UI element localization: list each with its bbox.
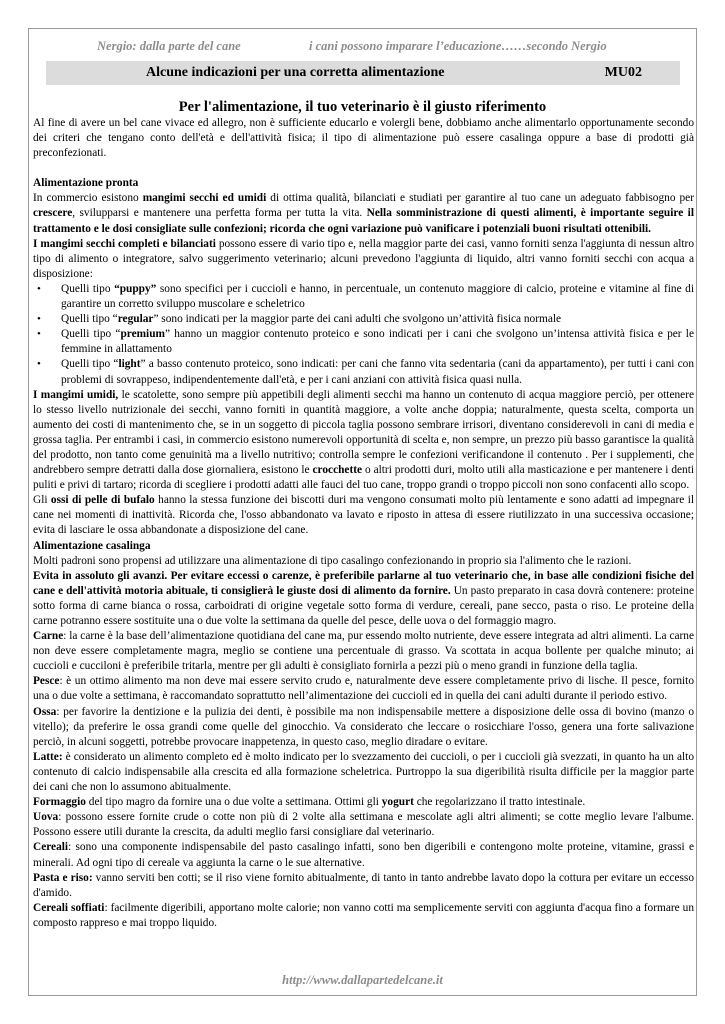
list-item: • Quelli tipo “regular” sono indicati per la maggior parte dei cani adulti che svolgono un’attività fisica normale [61,312,694,327]
header-right-text: i cani possono imparare l’educazione……secondo Nergio [309,39,607,53]
food-item-carne: Carne: la carne è la base dell’alimentazione quotidiana del cane ma, pur essendo molto nutriente, deve essere integrata ad altri alimenti. La carne non deve essere completamente magra, meglio se contiene una percentuale di grasso. Va scottata in acqua bollente per qualche minuto; ai cuccioli e cucciloni è preferibile tritarla, mentre per gli adulti è consigliato fornirla a pezzi più o meno grandi in funzione della taglia. [33,630,694,673]
list-item: • Quelli tipo “light” a basso contenuto proteico, sono indicati: per cani che fanno vita sedentaria (cani da appartamento), per tutti i cani con problemi di sovrappeso, indipendentemente dall'età, e per i cani anziani con attività fisica quasi nulla. [61,357,694,387]
food-item-pesce: Pesce: è un ottimo alimento ma non deve mai essere servito crudo e, naturalmente deve essere completamente privo di lische. Il pesce, fornito una o due volte a settimana, è raccomandato soprattutto nell’alimentazione dei cuccioli ed in quella dei cani adulti durante il periodo estivo. [33,675,694,703]
food-item-cereali-soffiati: Cereali soffiati: facilmente digeribili, apportano molte calorie; non vanno cotti ma semplicemente serviti con aggiunta d'acqua fino a formare un composto rappreso e mai troppo liquido. [33,901,694,929]
paragraph-casalinga-intro: Molti padroni sono propensi ad utilizzare una alimentazione di tipo casalingo confezionando in proprio sia l'alimento che le razioni. [33,554,632,567]
food-item-cereali: Cereali: sono una componente indispensabile del pasto casalingo infatti, sono ben digeribili e contengono molte proteine, vitamine, grassi e minerali. Ad ogni tipo di cereale va aggiunta la carne o le sue alternative. [33,841,694,869]
intro-paragraph: Al fine di avere un bel cane vivace ed allegro, non è sufficiente educarlo e volergli bene, dobbiamo anche alimentarlo opportunamente secondo dei criteri che tengano conto dell'età e dell'attività fisica; il tipo di alimentazione può essere casalinga oppure a base di prodotti già preconfezionati. [33,117,694,160]
food-item-formaggio: Formaggio del tipo magro da fornire una o due volte a settimana. Ottimi gli yogurt che regolarizzano il tratto intestinale. [33,796,586,809]
paragraph-mangimi: In commercio esistono mangimi secchi ed umidi di ottima qualità, bilanciati e studiati per garantire al tuo cane un adeguato fabbisogno per crescere, svilupparsi e mantenere una perfetta forma per tutta la vita. Nella somministrazione di questi alimenti, è importante seguire il trattamento e le dosi consigliate sulle confezioni; ricorda che ogni variazione può vanificare i potenziali buoni risultati ottenibili. [33,192,694,235]
food-item-latte: Latte: è considerato un alimento completo ed è molto indicato per lo svezzamento dei cuccioli, o per i cuccioli già svezzati, in quanto ha un alto contenuto di calcio indispensabile alla crescita ed alla formazione scheletrica. Purtroppo la sua digeribilità risulta difficile per la maggior parte dei cani che non lo assumono abitualmente. [33,750,694,794]
banner-title: Alcune indicazioni per una corretta alimentazione [146,65,445,80]
paragraph-ossi-bufalo: Gli ossi di pelle di bufalo hanno la stessa funzione dei biscotti duri ma vengono consumati molto più lentamente e sono adatti ad impegnare il cane nei momenti di inattività. Ricorda che, l'osso abbandonato va lavato e riposto in attesa di essere riutilizzato in una successiva occasione; evita di lasciare le ossa abbandonate a disposizione del cane. [33,494,694,537]
food-item-ossa: Ossa: per favorire la dentizione e la pulizia dei denti, è possibile ma non indispensabile mettere a disposizione delle ossa di bovino (manzo o vitello); da preferire le ossa grandi come quelle del ginocchio. Va considerato che leccare o rosicchiare l'osso, genera una forte salivazione perciò, in alcuni soggetti, potrebbe provocare inappetenza, in questo caso, meglio diradare o evitare. [33,705,694,748]
header-left-text: Nergio: dalla parte del cane [97,39,241,53]
list-item: • Quelli tipo “premium” hanno un maggior contenuto proteico e sono indicati per i cani che svolgono un’intensa attività fisica e per le femmine in allattamento [61,327,694,357]
paragraph-spacer [33,161,694,176]
footer-url-link[interactable]: http://www.dallapartedelcane.it [282,973,443,987]
list-item: • Quelli tipo “puppy” sono specifici per i cuccioli e hanno, in percentuale, un contenuto maggiore di calcio, proteine e vitamine al fine di garantire un corretto sviluppo muscolare e scheletrico [61,282,694,312]
food-item-pasta-riso: Pasta e riso: vanno serviti ben cotti; se il riso viene fornito abitualmente, di tanto in tanto andrebbe lavato dopo la cottura per evitare un eccesso d'amido. [33,871,694,899]
section-banner [46,61,680,85]
page-title: Per l'alimentazione, il tuo veterinario è il giusto riferimento [178,99,547,115]
document-body [33,116,694,931]
page-header [29,39,696,55]
paragraph-mangimi-umidi: I mangimi umidi, le scatolette, sono sempre più appetibili degli alimenti secchi ma hanno un contenuto di acqua maggiore perciò, per ottenere lo stesso livello nutrizionale dei secchi, vanno forniti in quantità maggiore, a volte anche doppia; naturalmente, questa scelta, comporta un aumento dei costi di mantenimento che, se in un soggetto di piccola taglia possono sembrare irrisori, diventano considerevoli in cani di media e grossa taglia. Per entrambi i casi, in commercio esistono numerevoli opportunità di scelta e, non sempre, un prezzo più basso garantisce la qualità del prodotto, non tanto come genuinità ma a livello nutritivo; controlla sempre le confezioni verificandone il contenuto . Per i supplementi, che andrebbero sempre detratti dalla dose giornaliera, esistono le crocchette o altri prodotti duri, molto utili alla masticazione e per mantenere i denti puliti e privi di tartaro; ricorda di scegliere i prodotti adatti alle fauci del tuo cane, troppo grandi o troppo piccoli non sono confacenti allo scopo. [33,388,695,492]
paragraph-mangimi-secchi: I mangimi secchi completi e bilanciati possono essere di vario tipo e, nella maggior parte dei casi, vanno forniti senza l'aggiunta di nessun altro tipo di alimento o integratore, salvo suggerimento veterinario; alcuni prevedono l'aggiunta di liquido, altri vanno forniti secchi con acqua a disposizione: [33,237,694,280]
dry-food-types-list [33,282,694,388]
paragraph-avanzi: Evita in assoluto gli avanzi. Per evitare eccessi o carenze, è preferibile parlarne al tuo veterinario che, in base alle condizioni fisiche del cane e dell'attività motoria abituale, ti consiglierà le giuste dosi di alimento da fornire. Un pasto preparato in casa dovrà contenere: proteine sotto forma di carne bianca o rossa, carboidrati di origine vegetale sotto forma di verdure, cereali, pane secco, pasta o riso. Le proteine della carne potranno essere sostituite una o due volte la settimana da quelle del pesce, delle uova o del formaggio magro. [33,569,695,627]
section-heading-pronta: Alimentazione pronta [33,177,139,190]
section-heading-casalinga: Alimentazione casalinga [33,539,151,552]
document-code: MU02 [604,65,642,80]
document-page [28,28,697,996]
food-item-uova: Uova: possono essere fornite crude o cotte non più di 2 volte alla settimana e mescolate agli altri alimenti; se cotte meglio levare l'albume. Possono essere utili durante la crescita, da adulti meglio farsi consigliare dal veterinario. [33,811,694,839]
